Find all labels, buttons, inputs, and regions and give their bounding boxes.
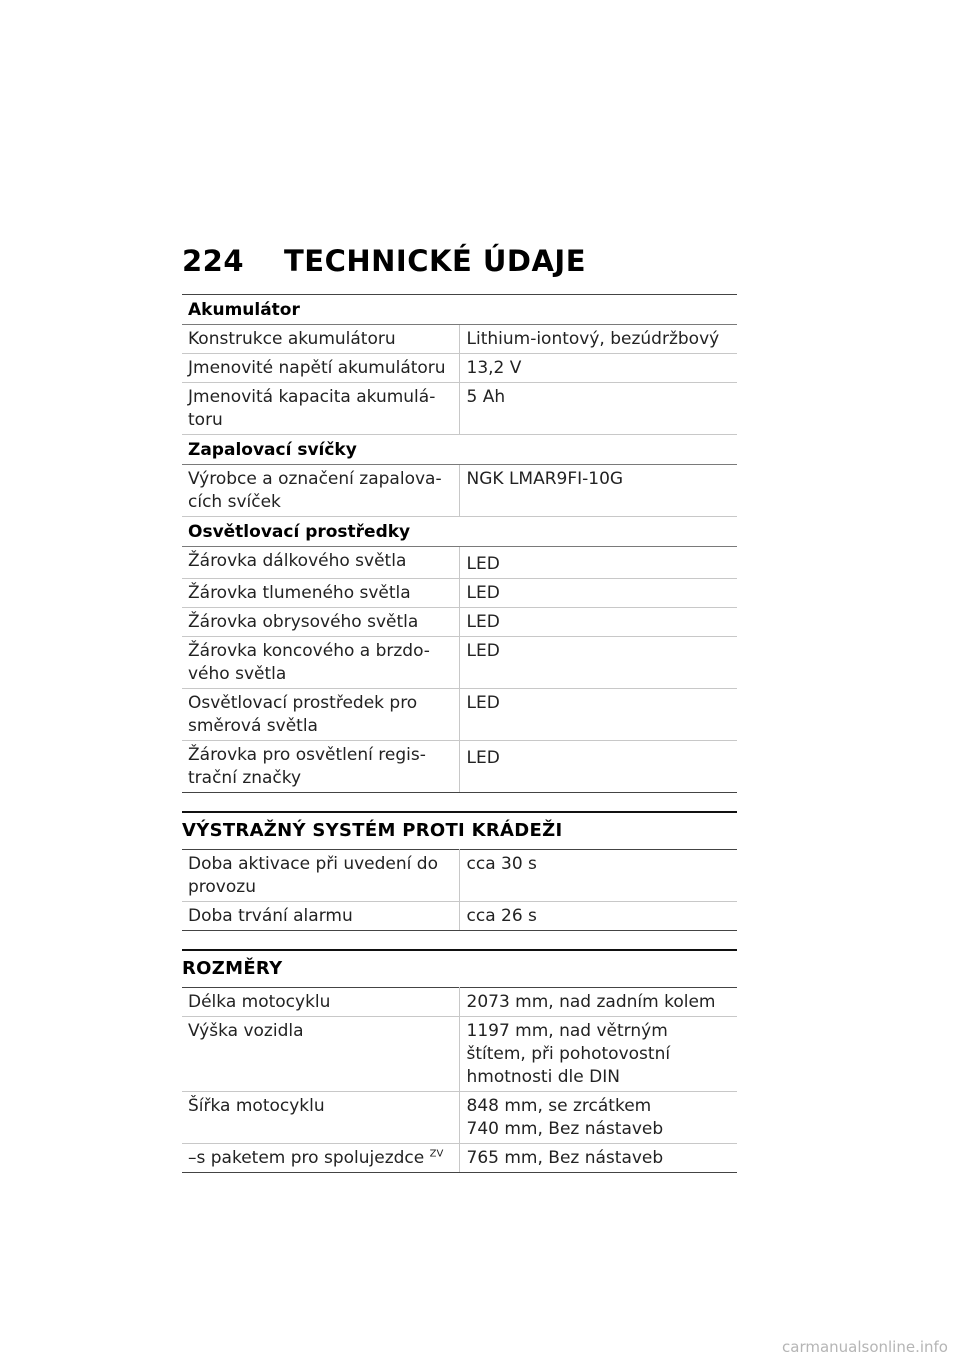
row-label: Žárovka obrysového světla [182,608,459,637]
content [182,294,737,1173]
row-label: Jmenovitá kapacita akumulá-toru [182,383,459,435]
table-row [182,579,737,608]
row-label: Osvětlovací prostředek pro směrová světla [182,689,459,741]
row-value: 1197 mm, nad větrným štítem, při pohotovostní hmotnosti dle DIN [459,1017,737,1092]
footnote-marker: ZV [429,1148,444,1160]
row-value: LED [459,547,737,579]
table-row [182,383,737,435]
row-label: Jmenovité napětí akumulátoru [182,354,459,383]
row-label: Šířka motocyklu [182,1092,459,1144]
table-row [182,608,737,637]
group-label: Akumulátor [182,295,737,325]
row-value-line: 848 mm, se zrcátkem [466,1096,652,1116]
row-value: LED [459,637,737,689]
row-value: Lithium-iontový, bezúdržbový [459,325,737,354]
row-value: LED [459,689,737,741]
table-row [182,689,737,741]
spec-table-dimensions [182,987,737,1173]
row-value: cca 30 s [459,850,737,902]
row-value: NGK LMAR9FI-10G [459,465,737,517]
watermark: carmanualsonline.info [782,1338,948,1356]
row-label: Konstrukce akumulátoru [182,325,459,354]
row-value: LED [459,608,737,637]
row-value: 765 mm, Bez nástaveb [459,1144,737,1173]
table-row [182,902,737,931]
row-value: 5 Ah [459,383,737,435]
row-label: Žárovka pro osvětlení regis-trační značky [182,741,459,793]
table-row [182,741,737,793]
table-row [182,1017,737,1092]
table-row [182,325,737,354]
group-label: Zapalovací svíčky [182,435,737,465]
table-row [182,354,737,383]
row-value: 2073 mm, nad zadním kolem [459,988,737,1017]
section-dimensions [182,949,737,1173]
row-label: Výška vozidla [182,1017,459,1092]
table-row [182,1092,737,1144]
row-label: Délka motocyklu [182,988,459,1017]
page-number: 224 [182,244,245,278]
table-row [182,988,737,1017]
section-title: VÝSTRAŽNÝ SYSTÉM PROTI KRÁDEŽI [182,820,563,841]
table-row [182,547,737,579]
row-label: Výrobce a označení zapalova-cích svíček [182,465,459,517]
table-row [182,1144,737,1173]
row-value [459,1092,737,1144]
group-label: Osvětlovací prostředky [182,517,737,547]
section-title: ROZMĚRY [182,958,283,979]
table-row [182,637,737,689]
row-label-text: –s paketem pro spolujezdce [188,1148,425,1168]
row-value-line: 740 mm, Bez nástaveb [466,1119,664,1139]
row-label: Žárovka koncového a brzdo-vého světla [182,637,459,689]
table-group-row [182,435,737,465]
table-row [182,850,737,902]
page-header [182,244,586,278]
row-value: cca 26 s [459,902,737,931]
row-value: LED [459,579,737,608]
spec-table-alarm [182,849,737,931]
row-label: Doba trvání alarmu [182,902,459,931]
table-row [182,465,737,517]
page-title: TECHNICKÉ ÚDAJE [284,244,587,278]
spec-table-main [182,294,737,793]
row-label: Doba aktivace při uvedení do provozu [182,850,459,902]
row-label: Žárovka tlumeného světla [182,579,459,608]
row-label: Žárovka dálkového světla [182,547,459,579]
row-label [182,1144,459,1173]
row-value: 13,2 V [459,354,737,383]
section-alarm [182,811,737,931]
table-group-row [182,295,737,325]
row-value: LED [459,741,737,793]
table-group-row [182,517,737,547]
